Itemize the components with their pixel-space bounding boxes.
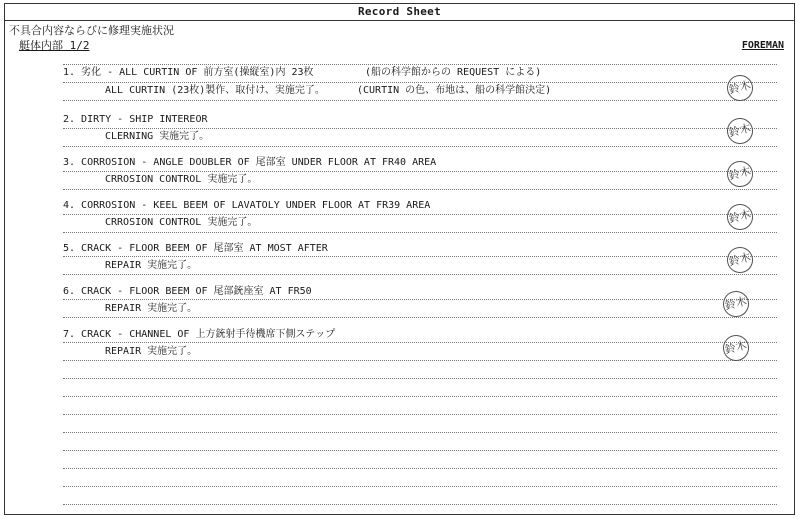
record-sheet xyxy=(4,3,795,515)
ruled-line xyxy=(63,146,777,147)
item-2-action: CLERNING 実施完了。 xyxy=(105,131,210,142)
ruled-line xyxy=(63,468,777,469)
sheet-title: Record Sheet xyxy=(5,4,794,21)
item-3-description: 3. CORROSION - ANGLE DOUBLER OF 尾部室 UNDER FLOOR AT FR40 AREA xyxy=(63,157,437,168)
foreman-stamp-3: 鈴木 xyxy=(724,158,756,190)
ruled-line xyxy=(63,396,777,397)
ruled-line xyxy=(63,128,777,129)
ruled-line xyxy=(63,189,777,190)
item-1-description: 1. 劣化 - ALL CURTIN OF 前方室(操縦室)内 23枚 xyxy=(63,67,314,78)
ruled-line xyxy=(63,232,777,233)
foreman-stamp-1: 鈴木 xyxy=(724,72,756,104)
sheet-heading: 不具合内容ならびに修理実施状況 xyxy=(9,24,174,37)
ruled-line xyxy=(63,82,777,83)
ruled-line xyxy=(63,414,777,415)
ruled-line xyxy=(63,342,777,343)
item-6-action: REPAIR 実施完了。 xyxy=(105,303,198,314)
foreman-stamp-5: 鈴木 xyxy=(724,244,756,276)
ruled-line xyxy=(63,432,777,433)
item-4-description: 4. CORROSION - KEEL BEEM OF LAVATOLY UNDER FLOOR AT FR39 AREA xyxy=(63,200,431,211)
item-7-action: REPAIR 実施完了。 xyxy=(105,346,198,357)
item-5-description: 5. CRACK - FLOOR BEEM OF 尾部室 AT MOST AFTER xyxy=(63,243,328,254)
ruled-line xyxy=(63,299,777,300)
ruled-line xyxy=(63,486,777,487)
foreman-stamp-4: 鈴木 xyxy=(724,201,756,233)
ruled-line xyxy=(63,360,777,361)
foreman-stamp-6: 鈴木 xyxy=(720,288,752,320)
foreman-label: FOREMAN xyxy=(741,40,784,51)
ruled-line xyxy=(63,274,777,275)
ruled-line xyxy=(63,317,777,318)
ruled-line xyxy=(63,100,777,101)
ruled-line xyxy=(63,378,777,379)
item-1-note: (船の科学館からの REQUEST による) xyxy=(365,67,542,78)
item-1-action-note: (CURTIN の色、布地は、船の科学館決定) xyxy=(357,85,552,96)
item-3-action: CRROSION CONTROL 実施完了。 xyxy=(105,174,258,185)
ruled-line xyxy=(63,450,777,451)
item-4-action: CRROSION CONTROL 実施完了。 xyxy=(105,217,258,228)
foreman-stamp-2: 鈴木 xyxy=(724,115,756,147)
ruled-line xyxy=(63,256,777,257)
item-7-description: 7. CRACK - CHANNEL OF 上方銃射手待機席下側ステップ xyxy=(63,329,336,340)
item-6-description: 6. CRACK - FLOOR BEEM OF 尾部銃座室 AT FR50 xyxy=(63,286,312,297)
foreman-stamp-7: 鈴木 xyxy=(720,332,752,364)
item-5-action: REPAIR 実施完了。 xyxy=(105,260,198,271)
ruled-line xyxy=(63,214,777,215)
item-2-description: 2. DIRTY - SHIP INTEREOR xyxy=(63,114,208,125)
section-label: 艇体内部 1/2 xyxy=(19,39,90,52)
ruled-line xyxy=(63,171,777,172)
ruled-line xyxy=(63,64,777,65)
item-1-action: ALL CURTIN (23枚)製作、取付け、実施完了。 xyxy=(105,85,325,96)
ruled-line xyxy=(63,504,777,505)
